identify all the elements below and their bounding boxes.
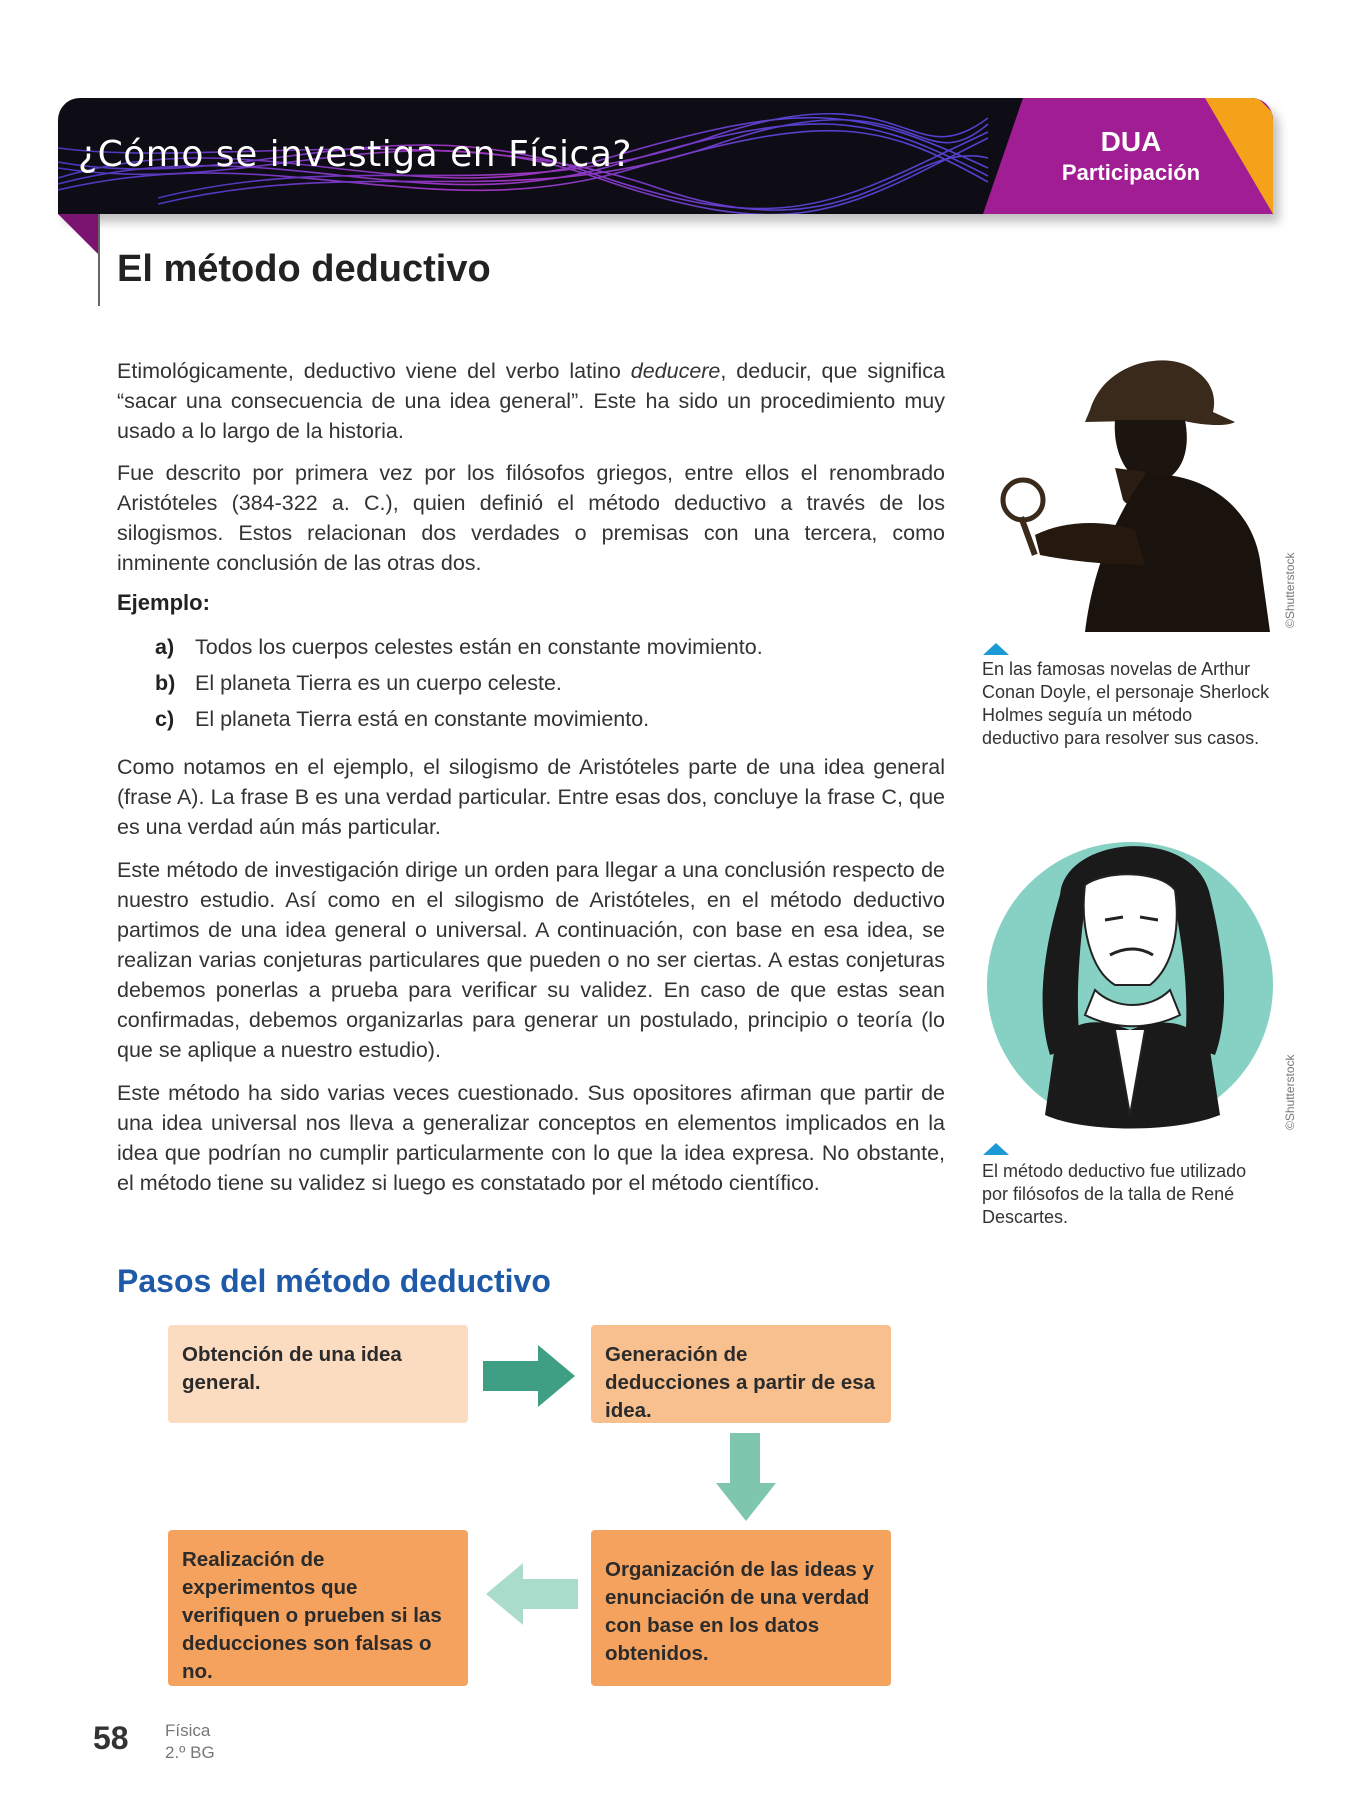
dua-badge xyxy=(983,98,1273,214)
image-credit-1: ©Shutterstock xyxy=(1283,552,1297,628)
page-heading: ¿Cómo se investiga en Física? xyxy=(78,134,632,175)
sherlock-silhouette-image xyxy=(995,350,1270,632)
example-item-a: a) Todos los cuerpos celestes están en constante movimiento. xyxy=(155,635,763,659)
intro-paragraph-1: Etimológicamente, deductivo viene del verbo latino deducere, deducir, que significa “sacar una consecuencia de una idea general”. Este ha sido un procedimiento muy usado a lo largo de la historia. xyxy=(117,359,945,443)
example-item-b: b) El planeta Tierra es un cuerpo celeste. xyxy=(155,671,562,695)
body-paragraph-5: Este método ha sido varias veces cuestionado. Sus opositores afirman que partir de una idea universal nos lleva a generalizar conceptos en elementos implicados en la idea que podrían no cumplir particularmente con lo que la idea expresa. No obstante, el método tiene su validez si luego es constatado por el método científico. xyxy=(117,1081,945,1195)
banner-fold xyxy=(58,214,100,256)
footer-subject: Física xyxy=(165,1721,211,1740)
section-divider xyxy=(98,214,100,306)
step-1-box: Obtención de una idea general. xyxy=(168,1325,468,1423)
steps-title: Pasos del método deductivo xyxy=(117,1263,551,1299)
footer-level: 2.º BG xyxy=(165,1743,215,1762)
arrow-left-icon xyxy=(483,1563,578,1625)
example-label: Ejemplo: xyxy=(117,590,210,615)
step-2-box: Generación de deducciones a partir de esa idea. xyxy=(591,1325,891,1423)
example-item-c: c) El planeta Tierra está en constante movimiento. xyxy=(155,707,650,731)
descartes-portrait-image xyxy=(985,815,1275,1135)
section-title: El método deductivo xyxy=(117,248,491,290)
caption-marker-1 xyxy=(983,643,1009,655)
header-banner xyxy=(58,98,1273,214)
arrow-right-icon xyxy=(483,1345,578,1407)
step-4-box: Realización de experimentos que verifiquen o prueben si las deducciones son falsas o no. xyxy=(168,1530,468,1686)
dua-title: DUA xyxy=(1100,126,1162,157)
caption-sherlock: En las famosas novelas de Arthur Conan Doyle, el personaje Sherlock Holmes seguía un método deductivo para resolver sus casos. xyxy=(982,659,1270,748)
image-credit-2: ©Shutterstock xyxy=(1283,1054,1297,1130)
caption-marker-2 xyxy=(983,1143,1009,1155)
body-paragraph-3: Como notamos en el ejemplo, el silogismo de Aristóteles parte de una idea general (frase A). La frase B es una verdad particular. Entre esas dos, concluye la frase C, que es una verdad aún más particular. xyxy=(117,755,945,839)
step-3-box: Organización de las ideas y enunciación de una verdad con base en los datos obtenidos. xyxy=(591,1530,891,1686)
intro-paragraph-2: Fue descrito por primera vez por los filósofos griegos, entre ellos el renombrado Aristóteles (384-322 a. C.), quien definió el método deductivo a través de los silogismos. Estos relacionan dos verdades o premisas con una tercera, como inminente conclusión de las otras dos. xyxy=(117,461,945,575)
body-paragraph-4: Este método de investigación dirige un orden para llegar a una conclusión respecto de nuestro estudio. Así como en el silogismo de Aristóteles, en el método deductivo partimos de una idea general o universal. A continuación, con base en esa idea, se realizan varias conjeturas particulares que pueden o no ser ciertas. A estas conjeturas debemos ponerlas a prueba para verificar su validez. En caso de que estas sean confirmadas, debemos organizarlas para generar un postulado, principio o teoría (lo que se aplique a nuestro estudio). xyxy=(117,858,945,1062)
page-number: 58 xyxy=(93,1720,129,1756)
arrow-down-icon xyxy=(716,1433,776,1523)
latin-term: deducere xyxy=(630,359,721,383)
dua-subtitle: Participación xyxy=(1061,160,1201,185)
caption-descartes: El método deductivo fue utilizado por filósofos de la talla de René Descartes. xyxy=(982,1161,1247,1227)
